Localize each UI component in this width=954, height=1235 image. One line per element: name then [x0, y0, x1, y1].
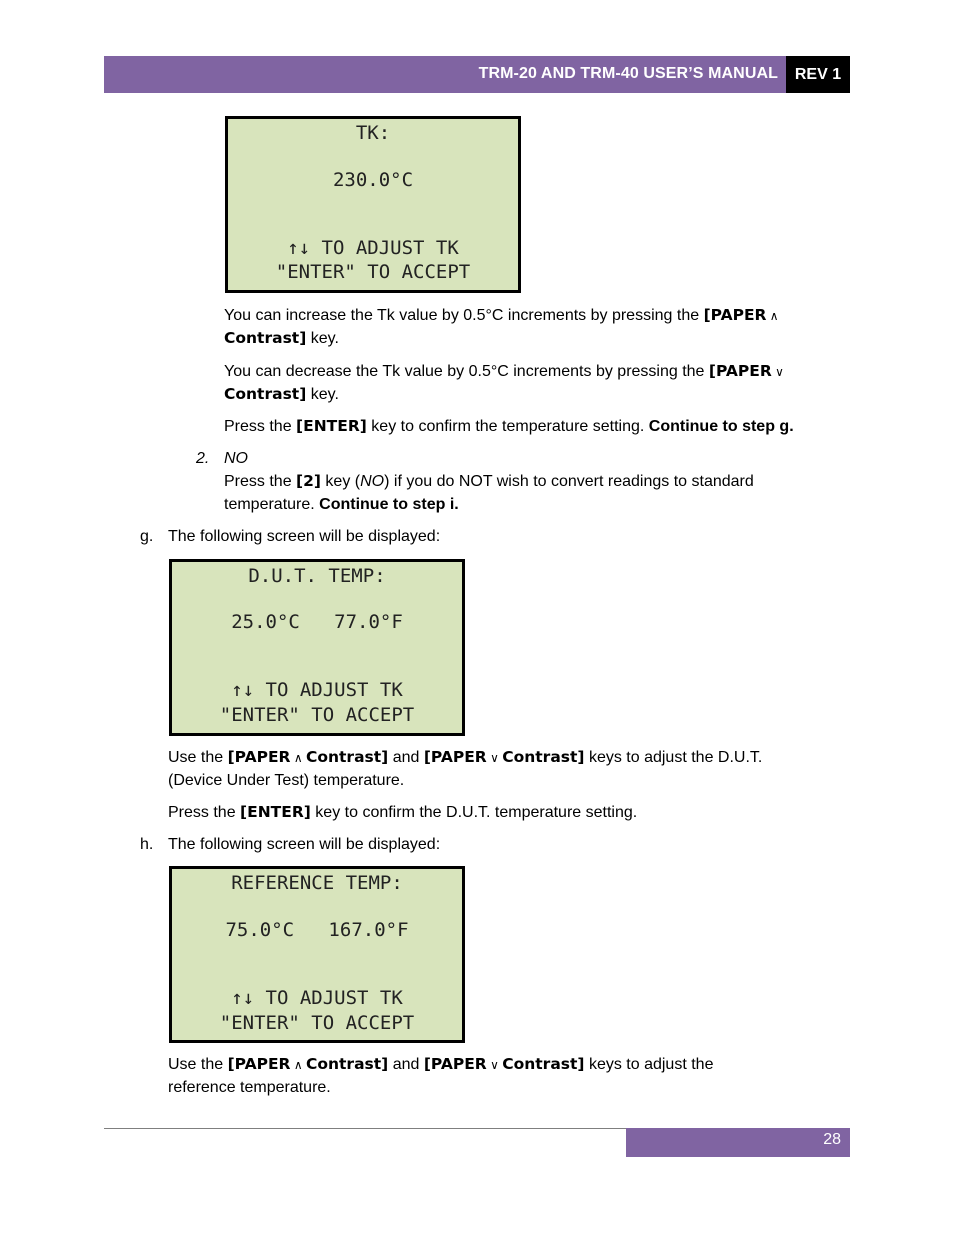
text: Press the [224, 473, 297, 490]
key-label: [PAPER [708, 362, 772, 380]
step-text: The following screen will be displayed: [168, 836, 441, 853]
key-label: [2] [296, 472, 321, 490]
text: key. [306, 330, 339, 347]
paragraph-reference-adjust [168, 1053, 713, 1077]
footer-divider [104, 1128, 626, 1129]
step-letter: h. [140, 836, 154, 853]
continue-instruction: Continue to step i. [319, 496, 459, 513]
text: Press the [224, 418, 297, 435]
lcd-line: 25.0°C 77.0°F [231, 611, 403, 633]
revision-badge: REV 1 [786, 56, 850, 93]
down-symbol: ∨ [771, 365, 784, 379]
paragraph-dut-adjust-line2: (Device Under Test) temperature. [168, 772, 405, 789]
key-label: [ENTER] [240, 803, 311, 821]
key-label: Contrast] [502, 1055, 585, 1073]
list-number: 2. [196, 450, 210, 467]
key-label: [PAPER [227, 748, 291, 766]
footer-bar [626, 1128, 850, 1157]
text: key. [306, 386, 339, 403]
list-label-no: NO [224, 450, 248, 467]
document-title: TRM-20 AND TRM-40 USER’S MANUAL [478, 65, 778, 82]
text: temperature. [224, 496, 320, 513]
key-label: [ENTER] [296, 417, 367, 435]
lcd-line: ↑↓ TO ADJUST TK [231, 987, 403, 1009]
header-bar [104, 56, 786, 93]
lcd-line: "ENTER" TO ACCEPT [275, 261, 471, 283]
key-label: [PAPER [423, 748, 487, 766]
key-label: Contrast] [224, 329, 307, 347]
key-label: Contrast] [224, 385, 307, 403]
lcd-line: ↑↓ TO ADJUST TK [231, 679, 403, 701]
up-symbol: ∧ [290, 751, 306, 765]
lcd-line: D.U.T. TEMP: [248, 565, 386, 587]
up-symbol: ∧ [290, 1058, 306, 1072]
down-symbol: ∨ [486, 1058, 503, 1072]
key-label: [PAPER [227, 1055, 291, 1073]
lcd-line: "ENTER" TO ACCEPT [219, 1012, 415, 1034]
paragraph-enter-tk [224, 415, 794, 438]
paragraph-decrease [224, 360, 784, 384]
text: keys to adjust the D.U.T. [584, 749, 763, 766]
lcd-line: "ENTER" TO ACCEPT [219, 704, 415, 726]
step-text: The following screen will be displayed: [168, 528, 441, 545]
lcd-screen-dut-temp [169, 559, 465, 736]
lcd-line: TK: [355, 122, 391, 144]
paragraph-enter-dut [168, 801, 637, 824]
lcd-line: ↑↓ TO ADJUST TK [287, 237, 459, 259]
paragraph-dut-adjust [168, 746, 762, 770]
up-symbol: ∧ [766, 309, 779, 323]
key-label: [PAPER [703, 306, 767, 324]
step-letter: g. [140, 528, 154, 545]
text: ) if you do NOT wish to convert readings to standard [384, 473, 754, 490]
text: NO [360, 473, 385, 490]
page-number: 28 [823, 1131, 841, 1148]
lcd-line: REFERENCE TEMP: [231, 872, 403, 894]
paragraph-no [224, 470, 754, 493]
text: keys to adjust the [584, 1056, 714, 1073]
text: key ( [320, 473, 361, 490]
paragraph-increase-line2 [224, 327, 339, 350]
key-label: Contrast] [502, 748, 585, 766]
text: and [388, 749, 424, 766]
text: You can increase the Tk value by 0.5°C increments by pressing the [224, 307, 704, 324]
lcd-screen-tk [225, 116, 521, 293]
text: and [388, 1056, 424, 1073]
down-symbol: ∨ [486, 751, 503, 765]
text: You can decrease the Tk value by 0.5°C increments by pressing the [224, 363, 709, 380]
lcd-screen-reference-temp [169, 866, 465, 1043]
lcd-line: 230.0°C [332, 169, 414, 191]
key-label: Contrast] [305, 1055, 389, 1073]
lcd-line: 75.0°C 167.0°F [225, 919, 409, 941]
key-label: [PAPER [423, 1055, 487, 1073]
paragraph-decrease-line2 [224, 383, 339, 406]
key-label: Contrast] [305, 748, 389, 766]
text: Press the [168, 804, 241, 821]
paragraph-increase [224, 304, 779, 328]
text: Use the [168, 749, 228, 766]
text: Use the [168, 1056, 228, 1073]
text: key to confirm the D.U.T. temperature setting. [310, 804, 638, 821]
paragraph-reference-adjust-line2: reference temperature. [168, 1079, 331, 1096]
continue-instruction: Continue to step g. [648, 418, 794, 435]
paragraph-no-line2 [224, 493, 459, 516]
text: key to confirm the temperature setting. [366, 418, 649, 435]
